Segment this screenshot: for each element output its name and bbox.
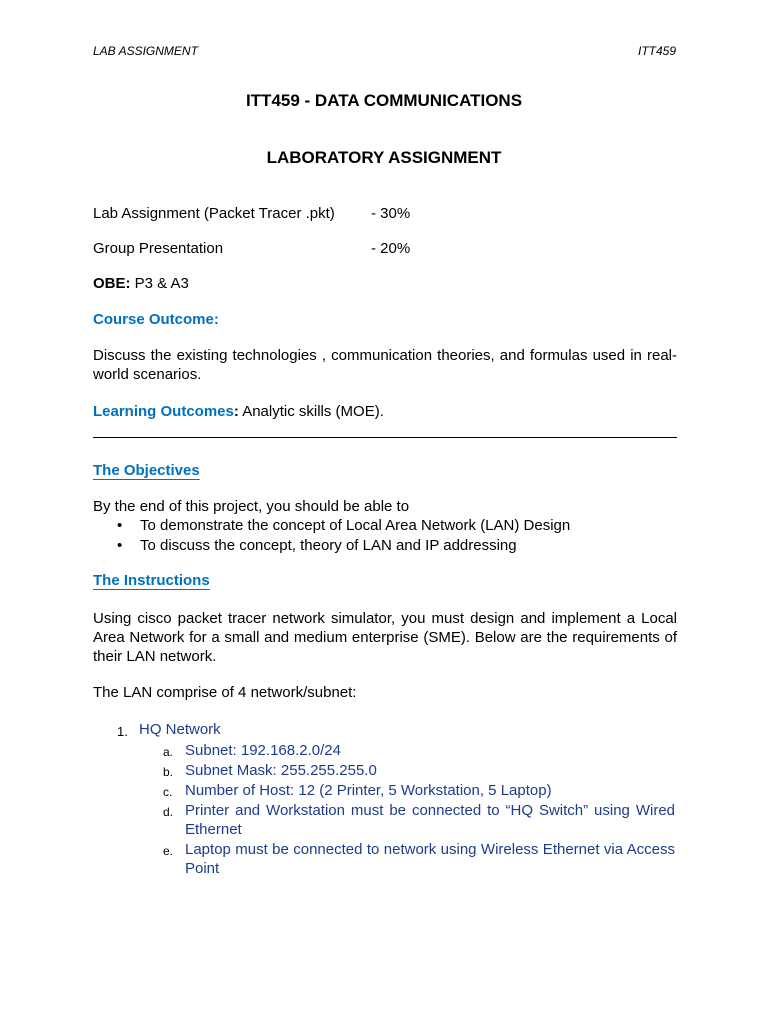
header-right: ITT459	[637, 44, 676, 58]
weight-lab-value: - 30%	[371, 205, 411, 222]
learning-outcomes-colon: :	[233, 403, 239, 420]
horizontal-divider	[93, 437, 677, 438]
network-name: HQ Network	[139, 721, 221, 738]
objective-item: To discuss the concept, theory of LAN and IP addressing	[140, 537, 517, 554]
list-letter: d.	[163, 805, 174, 819]
list-letter: a.	[163, 745, 174, 759]
list-letter: e.	[163, 844, 174, 858]
obe-line	[93, 274, 189, 293]
network-detail: Subnet Mask: 255.255.255.0	[185, 762, 377, 779]
weight-presentation-label: Group Presentation	[93, 240, 224, 257]
course-outcome-text: Discuss the existing technologies , communication theories, and formulas used in real-world scenarios.	[93, 347, 677, 383]
objectives-intro: By the end of this project, you should be able to	[93, 498, 410, 515]
network-detail: Printer and Workstation must be connected to “HQ Switch” using Wired Ethernet	[185, 802, 675, 838]
obe-value: P3 & A3	[130, 275, 189, 292]
obe-label: OBE:	[93, 275, 131, 292]
weight-presentation-value: - 20%	[371, 240, 411, 257]
list-number: 1.	[117, 724, 128, 739]
document-title: ITT459 - DATA COMMUNICATIONS	[245, 91, 523, 110]
instructions-heading: The Instructions	[93, 572, 210, 589]
list-letter: b.	[163, 765, 174, 779]
bullet-icon: •	[117, 537, 123, 554]
header-left: LAB ASSIGNMENT	[93, 44, 198, 58]
bullet-icon: •	[117, 517, 123, 534]
list-letter: c.	[163, 785, 173, 799]
learning-outcomes-label: Learning Outcomes	[93, 403, 234, 420]
network-detail: Number of Host: 12 (2 Printer, 5 Workstation, 5 Laptop)	[185, 782, 552, 799]
learning-outcomes-line	[93, 402, 384, 421]
lan-intro: The LAN comprise of 4 network/subnet:	[93, 684, 357, 701]
instructions-text: Using cisco packet tracer network simulator, you must design and implement a Local Area Network for a small and medium enterprise (SME). Below are the requirements of their LAN network.	[93, 610, 677, 665]
document-subtitle: LABORATORY ASSIGNMENT	[266, 148, 502, 167]
network-detail: Laptop must be connected to network using Wireless Ethernet via Access Point	[185, 841, 675, 877]
weight-lab-label: Lab Assignment (Packet Tracer .pkt)	[93, 205, 335, 222]
network-detail: Subnet: 192.168.2.0/24	[185, 742, 341, 759]
objectives-heading: The Objectives	[93, 462, 200, 479]
objective-item: To demonstrate the concept of Local Area Network (LAN) Design	[140, 517, 571, 534]
course-outcome-heading: Course Outcome:	[93, 311, 219, 328]
learning-outcomes-value: Analytic skills (MOE).	[238, 403, 384, 420]
